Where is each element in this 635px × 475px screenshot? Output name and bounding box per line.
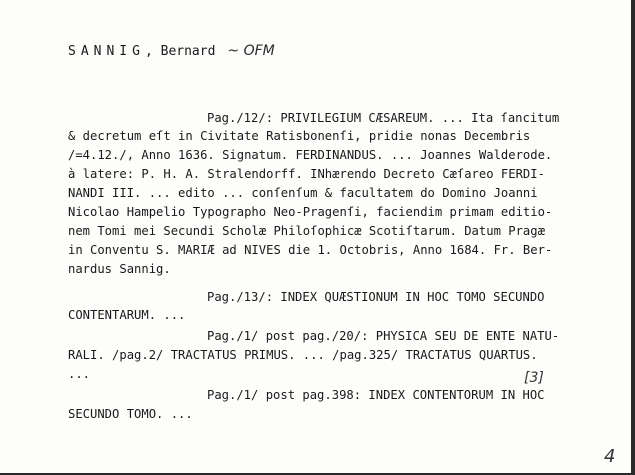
card-header bbox=[68, 43, 275, 59]
name-separator: , bbox=[144, 44, 161, 59]
text-line: Pag./1/ post pag./20/: PHYSICA SEU DE ENTE NATU- bbox=[207, 329, 560, 343]
text-line: in Conventu S. MARIÆ ad NIVES die 1. Octobris, Anno 1684. Fr. Ber- bbox=[68, 243, 553, 257]
handwritten-bracket-note: [3] bbox=[524, 370, 544, 386]
card-edge-shadow bbox=[631, 0, 635, 475]
author-given-name: Bernard bbox=[160, 44, 216, 59]
text-line: à latere: P. H. A. Stralendorff. INhærendo Decreto Cæſareo FERDI- bbox=[68, 167, 545, 181]
text-line: nem Tomi mei Secundi Scholæ Philoſophicæ Scotiſtarum. Datum Pragæ bbox=[68, 224, 545, 238]
text-line: Pag./1/ post pag.398: INDEX CONTENTORUM IN HOC bbox=[207, 388, 545, 402]
text-line: CONTENTARUM. ... bbox=[68, 308, 186, 322]
author-surname: SANNIG bbox=[68, 44, 145, 59]
text-line: & decretum eſt in Civitate Ratisbonenſi, pridie nonas Decembris bbox=[68, 129, 531, 143]
text-line: Pag./13/: INDEX QUÆSTIONUM IN HOC TOMO SECUNDO bbox=[207, 290, 545, 304]
text-line: NANDI III. ... edito ... conſenſum & facultatem do Domino Joanni bbox=[68, 186, 538, 200]
handwritten-corner-note: 4 bbox=[604, 446, 616, 467]
text-line: Nicolao Hampelio Typographo Neo-Pragenſi, faciendim primam editio- bbox=[68, 205, 553, 219]
handwritten-order-note: ~ OFM bbox=[227, 43, 275, 59]
text-line: /=4.12./, Anno 1636. Signatum. FERDINANDUS. ... Joannes Walderode. bbox=[68, 148, 553, 162]
text-line: RALI. /pag.2/ TRACTATUS PRIMUS. ... /pag.325/ TRACTATUS QUARTUS. bbox=[68, 348, 538, 362]
text-line: Pag./12/: PRIVILEGIUM CÆSAREUM. ... Ita ſancitum bbox=[207, 111, 560, 125]
text-line: SECUNDO TOMO. ... bbox=[68, 407, 193, 421]
text-line: nardus Sannig. bbox=[68, 262, 171, 276]
text-line: ... bbox=[68, 367, 91, 381]
